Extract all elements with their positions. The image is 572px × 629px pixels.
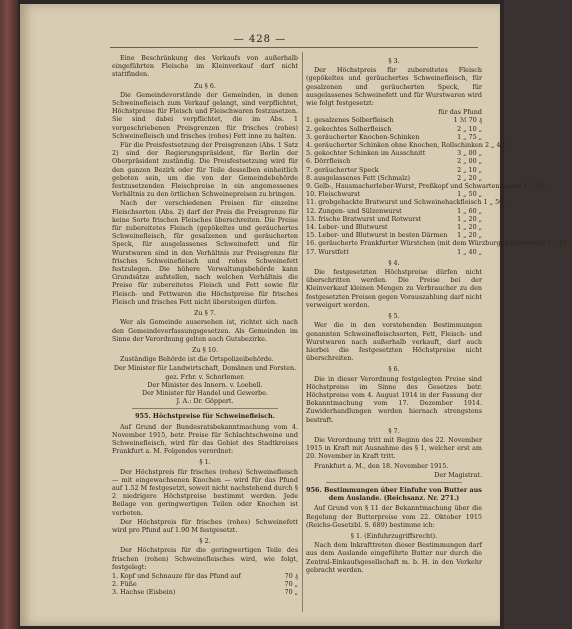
price-item: 17. Wurstfett	[306, 247, 349, 256]
separator	[326, 482, 462, 483]
section-heading: § 4.	[388, 258, 400, 267]
section-heading: § 5.	[388, 312, 400, 321]
price-value: 1 „ 75 „	[457, 132, 482, 141]
paragraph: Die Gemeindevorstände der Gemeinden, in denen Schweinefleisch zum Verkauf gelangt, sind verpflichtet, Höchstpreise für Fleisch und Fleischwaren festzusetzen. Sie sind dabei verpflichtet, die im Abs. 1 vorgeschriebenen Preisgrenzen für frisches (rohes) Schweinefleisch und frisches (rohes) Fett inne zu halten.	[112, 90, 298, 140]
price-row	[112, 572, 298, 580]
paragraph: Der Höchstpreis für zubereitetes Fleisch (gepökeltes und geräuchertes Schweinefleisch, für gesalzenen und geräucherten Speck, für ausgelassenes Schweinefett und für Wurstwaren wird wie folgt festgesetzt:	[306, 66, 482, 108]
price-list	[306, 116, 572, 256]
price-value: 1 „ 40 „	[457, 247, 482, 256]
price-item: 13. frische Bratwurst und Rotwurst	[306, 214, 422, 223]
paragraph: Nach dem Inkrafttreten dieser Bestimmungen darf aus dem Auslande eingeführte Butter nur durch die Zentral-Einkaufsgesellschaft m. b. H. in den Verkehr gebracht werden.	[306, 541, 482, 574]
price-value: 2 „ 10 „	[457, 124, 482, 133]
price-value: 2 „ 10 „	[457, 165, 482, 174]
signature-line: gez. Frhr. v. Schorlemer.	[165, 372, 245, 381]
right-column	[306, 54, 572, 575]
price-item: 9. Gelb-, Hausmacherleber-Wurst, Preßkopf und Schwartenmagen	[306, 182, 522, 191]
price-item: 3. Hachse (Eisbein)	[112, 588, 176, 597]
unit-label: für das Pfund	[438, 108, 482, 117]
section-heading: § 1.	[199, 458, 211, 467]
price-row	[306, 116, 482, 124]
price-row	[306, 215, 482, 223]
signature-line: J. A.: Dr. Göppert.	[176, 397, 234, 406]
section-heading: § 3.	[388, 57, 400, 65]
header-rule	[110, 47, 478, 48]
notice-title-text: Höchstpreise für Schweinefleisch.	[152, 412, 275, 421]
price-row	[112, 588, 298, 596]
price-value: 1 „ 60 „	[457, 206, 482, 215]
paragraph: Nach der verschiedenen Preisen für einzelne Fleischsorten (Abs. 2) darf der Preis die Preisgrenze für keine Sorte frischen Fleisches überschreiten. Die Preise für zubereitetes Fleisch (gepökeltes und geräuchertes Schweinefleisch, für gesalzenen und geräucherten Speck, für ausgelassenes Schweinefett und für Wurstwaren sind in den Verhältnis zur Preisgrenze für frisches Schweinefleisch und rohes Schweinefett festzulegen. Die höhere Verwaltungsbehörde kann Grundsätze aufstellen, nach welchen Verhältnis die Preise für zubereitetes Fleisch und Fett sowie für Fleisch- und Fettwaren die Höchstpreise für frisches Fleisch und frisches Fett nicht übersteigen dürfen.	[112, 199, 298, 306]
price-item: 8. ausgelassenes Fett (Schmalz)	[306, 173, 410, 182]
signature-line: Der Minister für Handel und Gewerbe.	[142, 388, 268, 397]
price-item: 3. geräucherter Knochen-Schinken	[306, 132, 420, 141]
section-heading: § 1. (Einfuhrzugriffsrecht).	[350, 531, 438, 540]
price-row	[112, 580, 298, 588]
price-row	[306, 207, 482, 215]
price-row	[306, 190, 482, 198]
paragraph: Für die Preisfestsetzung der Preisgrenzen (Abs. 1 Satz 2) sind der Regierungspräsident, für Berlin der Oberpräsident zuständig. Die Preisfestsetzung wird für den ganzen Bezirk oder für Teile desselben einheitlich geboten sein, um die von der Gemeindebehörde festzusetzenden Fleischpreise in ein angemessenes Verhältnis zu den örtlichen Schweinepreisen zu bringen.	[112, 141, 298, 199]
section-heading: § 2.	[199, 537, 211, 546]
paragraph: Wer die in den vorstehenden Bestimmungen genannten Schweinefleischsorten, Fett, Fleisch- und Wurstwaren nach außerhalb verkauft, darf auch hierbei die festgesetzten Höchstpreise nicht überschreiten.	[306, 321, 482, 363]
price-value: 70 ₰	[284, 571, 298, 580]
paragraph: Der Höchstpreis für frisches (rohes) Schweinefett wird pro Pfund auf 1.90 M festgesetzt.	[112, 517, 298, 534]
paragraph: Wer als Gemeinde ausersehen ist, richtet sich nach den Gemeindeverfassungsgesetzen. Als Gemeinden im Sinne der Verordnung gelten auch Gutsbezirke.	[112, 318, 298, 343]
price-row	[306, 166, 482, 174]
paragraph: Auf Grund der Bundesratsbekanntmachung vom 4. November 1915, betr. Preise für Schlachtschweine und Schweinefleisch, wird für das Gebiet des Stadtkreises Frankfurt a. M. Folgendes verordnet:	[112, 422, 298, 456]
price-value: 1 „ 50 „	[483, 198, 509, 207]
price-value: 1 „ 75 „	[547, 239, 572, 248]
column-divider	[302, 52, 303, 612]
price-value: 2 „ 00 „	[457, 157, 482, 166]
price-value: 1 „ 20 „	[457, 214, 482, 223]
price-row	[306, 149, 482, 157]
price-value: 1 „ 20 „	[457, 231, 482, 240]
paragraph: Zuständige Behörde ist die Ortspolizeibehörde.	[120, 355, 274, 364]
section-heading: § 6.	[388, 365, 400, 374]
price-item: 5. gekochter Schinken im Ausschnitt	[306, 149, 426, 158]
page-number: — 428 —	[233, 34, 287, 45]
price-item: 2. gekochtes Solberfleisch	[306, 124, 392, 133]
issuer: Der Magistrat.	[434, 470, 482, 479]
price-row	[306, 198, 509, 207]
price-row	[306, 223, 482, 231]
section-heading: § 7.	[388, 426, 400, 435]
price-value: 2 „ 20 „	[457, 173, 482, 182]
price-item: 6. Dörrfleisch	[306, 157, 351, 166]
price-item: 12. Zungen- und Sülzenwurst	[306, 206, 402, 215]
price-row	[306, 141, 510, 150]
price-item: 7. geräucherter Speck	[306, 165, 379, 174]
price-value: 3 „ 00 „	[457, 149, 482, 158]
section-heading: Zu § 6.	[194, 81, 216, 90]
price-value: 1 „ 50 „	[457, 190, 482, 199]
price-value: 1 ℳ 70 ₰	[453, 116, 482, 125]
price-item: 4. geräucherter Schinken ohne Knochen, Rollschinken	[306, 141, 483, 150]
price-item: 11. grobgehackte Bratwurst und Schweinehackfleisch	[306, 198, 482, 207]
price-item: 1. Kopf und Schnauze für das Pfund auf	[112, 571, 241, 580]
price-row	[306, 248, 482, 256]
price-value: 1 „ 20 „	[457, 223, 482, 232]
section-heading: Zu § 7.	[194, 309, 216, 318]
paragraph: Die festgesetzten Höchstpreise dürfen nicht überschritten werden. Die Preise bei der Kleinverkauf kleinen Mengen zu Verbraucher zu den festgesetzten Preisen gegen Vorauszahlung darf nicht verweigert werden.	[306, 268, 482, 309]
price-item: 15. Leber- und Blutwurst in besten Därmen	[306, 231, 448, 240]
price-item: 10. Fleischwurst	[306, 190, 360, 199]
paragraph: Der Höchstpreis für frisches (rohes) Schweinefleisch — mit eingewachsenen Knochen — wird für das Pfund auf 1.52 M festgesetzt, soweit nicht nachstehend durch § 2 niedrigere Höchstpreise bestimmt werden. Jede Beilage von geringwertigen Teilen oder Knochen ist verboten.	[112, 467, 298, 517]
notice-title-text: Bestimmungen über Einfuhr von Butter aus dem Auslande. (Reichsanz. Nr. 271.)	[323, 485, 482, 503]
price-row	[306, 174, 482, 182]
price-value: 1 „ 50 „	[523, 182, 549, 191]
price-item: 14. Leber- und Blutwurst	[306, 223, 388, 232]
paragraph: Die Verordnung tritt mit Beginn des 22. November 1915 in Kraft mit Ausnahme des § 1, welcher erst am 20. November in Kraft tritt.	[306, 435, 482, 461]
price-item: 2. Füße	[112, 580, 137, 589]
signature-line: Der Minister für Landwirtschaft, Domänen und Forsten.	[113, 364, 297, 373]
notice-number: 956.	[306, 485, 322, 494]
book-spine	[0, 0, 18, 629]
price-item: 1. gesalzenes Solberfleisch	[306, 116, 394, 125]
price-row	[306, 239, 572, 248]
paragraph: Der Höchstpreis für die geringwertigen Teile des frischen (rohen) Schweinefleisches wird, wie folgt, festgelegt:	[112, 546, 298, 571]
paragraph: Auf Grund von § 11 der Bekanntmachung über die Regelung der Butterpreise vom 22. Oktober 1915 (Reichs-Gesetzbl. S. 689) bestimme ich:	[306, 504, 482, 529]
price-row	[306, 231, 482, 239]
price-row	[306, 182, 549, 191]
left-column	[112, 54, 298, 597]
price-row	[306, 125, 482, 133]
price-row	[306, 133, 482, 141]
signature-line: Der Minister des Innern. v. Loebell.	[147, 380, 263, 389]
price-item: 16. geräucherte Frankfurter Würstchen (mit dem Würzburgen gemessen)	[306, 239, 546, 248]
paragraph: Die in dieser Verordnung festgelegten Preise sind Höchstpreise im Sinne des Gesetzes betr. Höchstpreise vom 4. August 1914 in der Fassung der Bekanntmachung vom 17. Dezember 1914. Zuwiderhandlungen werden hiernach strengstens bestraft.	[306, 374, 482, 424]
price-value: 2 „ 40 „	[484, 141, 510, 150]
price-value: 70 „	[284, 588, 298, 597]
price-value: 70 „	[284, 580, 298, 589]
notice-title	[306, 486, 482, 502]
notice-number: 955.	[135, 412, 151, 421]
date-line: Frankfurt a. M., den 18. November 1915.	[314, 461, 449, 470]
section-heading: Zu § 10.	[192, 345, 218, 354]
notice-title	[112, 412, 298, 420]
intro-paragraph: Eine Beschränkung des Verkaufs von außerhalb eingeführten Fleische im Kleinverkauf darf nicht stattfinden.	[112, 54, 298, 79]
price-row	[306, 157, 482, 165]
separator	[132, 408, 278, 409]
document-page	[20, 4, 572, 626]
